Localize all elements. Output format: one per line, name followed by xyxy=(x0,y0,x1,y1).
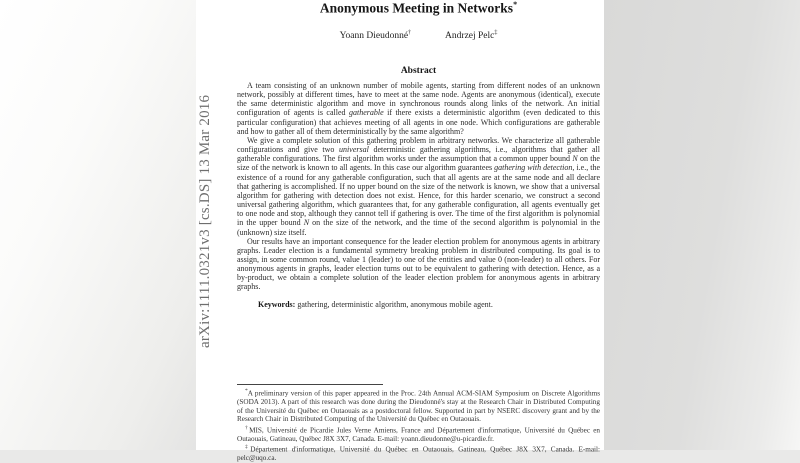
keywords-label: Keywords: xyxy=(258,300,296,309)
abstract-paragraph-1: A team consisting of an unknown number of mobile agents, starting from different nodes of an unknown network, possibly at different times, have to meet at the same node. Agents are anonymous (identical), execute the same deterministic algorithm and move in synchronous rounds along links of the network. An initial configuration of agents is called gatherable if there exists a deterministic algorithm (even dedicated to this particular configuration) that achieves meeting of all agents in one node. Which configurations are gatherable and how to gather all of them deterministically by the same algorithm? xyxy=(237,81,601,136)
footnote-star xyxy=(237,387,600,424)
arxiv-stamp: arXiv:1111.0321v3 [cs.DS] 13 Mar 2016 xyxy=(197,94,213,348)
abstract-body xyxy=(237,81,600,292)
footnotes-block xyxy=(237,387,600,463)
footnote-star-text: A preliminary version of this paper appeared in the Proc. 24th Annual ACM-SIAM Symposium on Discrete Algorithms (SODA 2013). A part of this research was done during the Dieudonné's stay at the Research Chair in Distributed Computing of the Université du Québec en Outaouais as a postdoctoral fellow. Supported in part by NSERC discovery grant and by the Research Chair in Distributed Computing of the Université du Québec en Outaouais. xyxy=(237,389,600,424)
footnote-double-dagger-mark: ‡ xyxy=(245,444,251,451)
author-2-footnote-mark: ‡ xyxy=(494,30,498,36)
author-1-name: Yoann Dieudonné xyxy=(339,31,409,42)
footnote-double-dagger-text: Département d'informatique, Université du Québec en Outaouais, Gatineau, Québec J8X 3X7, Canada. E-mail: pelc@uqo.ca. xyxy=(237,445,601,463)
footnote-dagger-mark: † xyxy=(245,424,250,431)
footnote-star-mark: * xyxy=(245,388,248,394)
paper-page xyxy=(196,0,604,463)
author-1 xyxy=(340,30,411,41)
abstract-paragraph-3: Our results have an important consequence for the leader election problem for anonymous agents in arbitrary graphs. Leader election is a fundamental symmetry breaking problem in distributed computing. Its goal is to assign, in some common round, value 1 (leader) to one of the entities and value 0 (non-leader) to all others. For anonymous agents in graphs, leader election turns out to be equivalent to gathering with detection. Hence, as a by-product, we obtain a complete solution of the leader election problem for anonymous agents in arbitrary graphs. xyxy=(237,236,600,292)
abstract-paragraph-2: We give a complete solution of this gathering problem in arbitrary networks. We characterize all gatherable configurations and give two universal deterministic gathering algorithms, i.e., algorithms that gather all gatherable configurations. The first algorithm works under the assumption that a common upper bound N on the size of the network is known to all agents. In this case our algorithm guarantees gathering with detection, i.e., the existence of a round for any gatherable configuration, such that all agents are at the same node and all declare that gathering is accomplished. If no upper bound on the size of the network is known, we show that a universal algorithm for gathering with detection does not exist. Hence, for this harder scenario, we construct a second universal gathering algorithm, which guarantees that, for any gatherable configuration, all agents eventually get to one node and stop, although they cannot tell if gathering is over. The time of the first algorithm is polynomial in the upper bound N on the size of the network, and the time of the second algorithm is polynomial in the (unknown) size itself. xyxy=(237,135,601,237)
author-2 xyxy=(445,30,497,41)
abstract-heading: Abstract xyxy=(400,66,437,76)
footnote-rule xyxy=(237,384,383,385)
paper-title xyxy=(237,0,600,17)
footnote-dagger-text: MIS, Université de Picardie Jules Verne Amiens, France and Département d'informatique, Université du Québec en Outaouais, Gatineau, Québec J8X 3X7, Canada. E-mail: yoann.dieudonne@u-picardie.fr. xyxy=(237,426,600,443)
keywords-line xyxy=(258,300,600,309)
footnote-double-dagger xyxy=(237,443,600,463)
keywords-text: gathering, deterministic algorithm, anonymous mobile agent. xyxy=(297,300,493,309)
author-2-name: Andrzej Pelc xyxy=(445,31,495,42)
author-1-footnote-mark: † xyxy=(408,30,412,36)
footnote-dagger xyxy=(237,424,600,444)
background-left-panel xyxy=(0,0,196,450)
title-footnote-mark: * xyxy=(513,0,518,9)
paper-title-text: Anonymous Meeting in Networks xyxy=(319,0,514,16)
background-right-panel xyxy=(604,0,800,450)
authors-row xyxy=(237,30,600,41)
